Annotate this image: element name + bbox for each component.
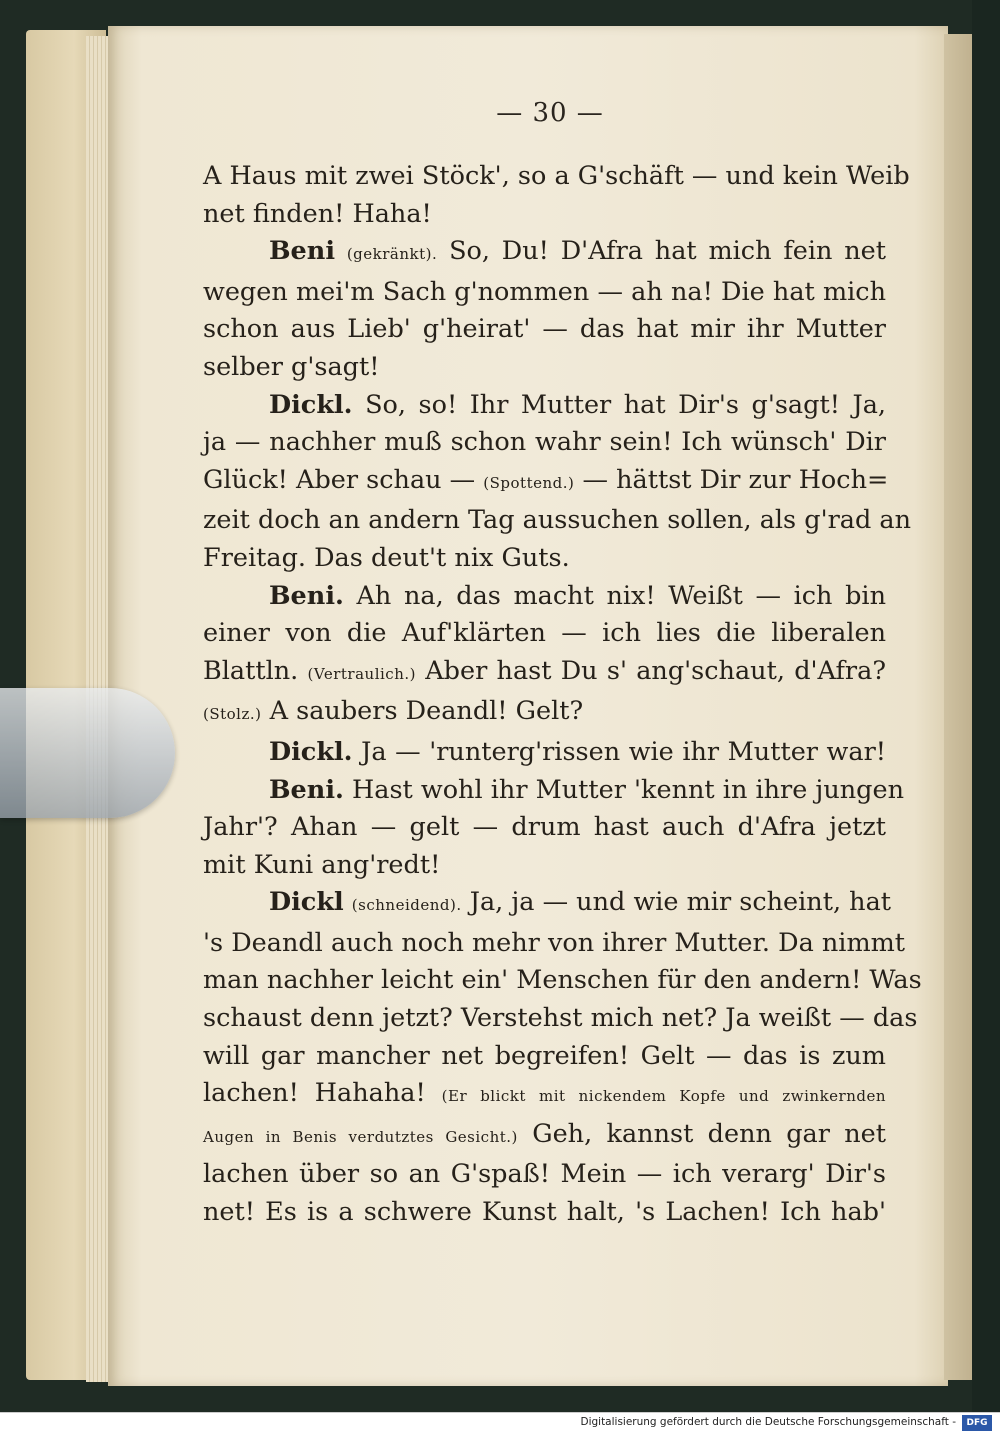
dialogue: Glück! Aber schau — [203,464,476,495]
text-line: schaust denn jetzt? Verstehst mich net? Ja weißt — das [203,1003,918,1034]
dialogue: Ja — 'runterg'rissen wie ihr Mutter war! [361,736,887,767]
stage-direction: Augen in Benis verdutztes Gesicht.) [203,1127,518,1146]
text-line: ja — nachher muß schon wahr sein! Ich wünsch' Dir [203,427,886,458]
text-line: Freitag. Das deut't nix Guts. [203,542,570,573]
text-line: net finden! Haha! [203,198,432,229]
page-text [203,158,922,1232]
dialogue: Ja, ja — und wie mir scheint, hat [469,887,892,918]
dialogue: Blattln. [203,655,299,686]
dialogue: Aber hast Du s' ang'schaut, d'Afra? [425,655,887,686]
text-line: 's Deandl auch noch mehr von ihrer Mutter. Da nimmt [203,927,906,958]
text-line [203,233,886,274]
funding-credit: Digitalisierung gefördert durch die Deutsche Forschungsgemeinschaft - [580,1416,956,1428]
text-line [203,387,886,425]
page-holder-clip [0,688,175,818]
text-line: will gar mancher net begreifen! Gelt — das is zum [203,1040,886,1071]
speaker-name: Beni. [269,774,344,805]
text-line [203,1075,886,1116]
text-line [203,1116,886,1157]
stage-direction: (Er blickt mit nickendem Kopfe und zwinkernden [441,1087,887,1106]
speaker-name: Dickl. [269,389,353,420]
stage-direction: (gekränkt). [346,245,438,264]
text-line: lachen über so an G'spaß! Mein — ich verarg' Dir's [203,1159,886,1190]
text-line [203,734,886,772]
dialogue: Hast wohl ihr Mutter 'kennt in ihre jungen [352,774,905,805]
page-number: — 30 — [496,98,604,128]
speaker-name: Dickl. [269,736,353,767]
text-line: Jahr'? Ahan — gelt — drum hast auch d'Afra jetzt [203,812,886,843]
text-line [203,772,905,810]
text-line: net! Es is a schwere Kunst halt, 's Lachen! Ich hab' [203,1197,886,1228]
text-line: A Haus mit zwei Stöck', so a G'schäft — und kein Weib [203,161,910,191]
text-line: man nachher leicht ein' Menschen für den andern! Was [203,965,922,996]
dialogue: lachen! Hahaha! [203,1078,426,1109]
text-line: wegen mei'm Sach g'nommen — ah na! Die hat mich [203,276,886,307]
speaker-name: Beni [269,236,336,267]
text-line: selber g'sagt! [203,351,380,382]
stage-direction: (Spottend.) [483,473,575,492]
text-line [203,884,892,925]
text-line: einer von die Auf'klärten — ich lies die liberalen [203,618,886,649]
dialogue: Ah na, das macht nix! Weißt — ich bin [356,580,886,611]
dfg-logo: DFG [962,1415,992,1431]
dialogue: — hättst Dir zur Hoch= [582,464,889,495]
stage-direction: (schneidend). [351,896,462,915]
page-right-edge [944,34,974,1380]
footer-bar [0,1412,1000,1435]
text-line: zeit doch an andern Tag aussuchen sollen, als g'rad an [203,505,912,536]
dialogue: A saubers Deandl! Gelt? [269,696,584,727]
text-line [203,578,886,616]
text-line [203,653,886,694]
dialogue: So, Du! D'Afra hat mich fein net [449,236,886,267]
text-line: mit Kuni ang'redt! [203,849,441,880]
text-line [203,693,886,734]
dialogue: So, so! Ihr Mutter hat Dir's g'sagt! Ja, [365,389,886,420]
stage-direction: (Stolz.) [203,705,262,724]
speaker-name: Dickl [269,887,344,918]
stage-direction: (Vertraulich.) [307,664,416,683]
text-line [203,462,889,503]
speaker-name: Beni. [269,580,344,611]
scan-background [972,0,1000,1434]
text-line: schon aus Lieb' g'heirat' — das hat mir ihr Mutter [203,314,886,345]
dialogue: Geh, kannst denn gar net [532,1118,886,1149]
